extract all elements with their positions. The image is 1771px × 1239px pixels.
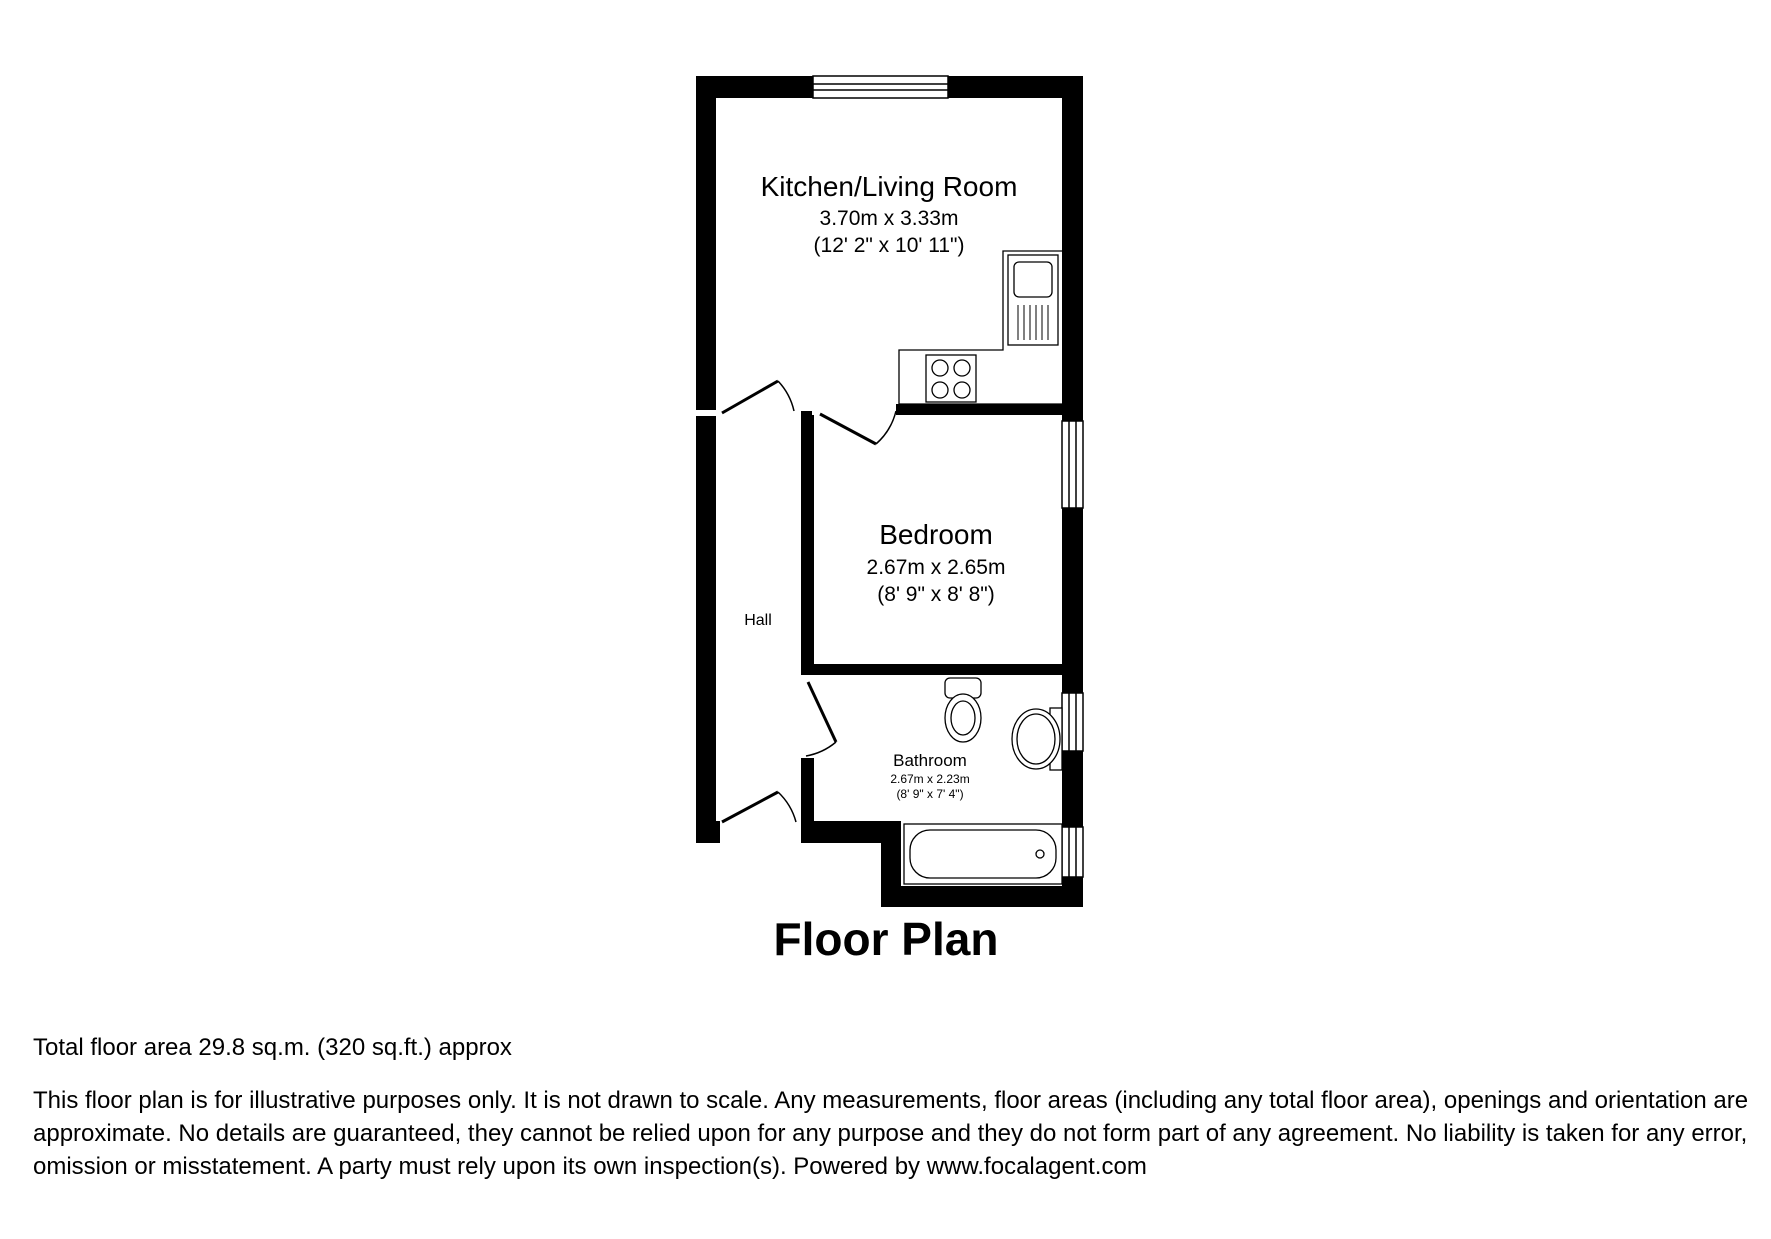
- room-imperial-kitchen: (12' 2" x 10' 11"): [813, 234, 965, 257]
- wall-bedroom-bathroom: [801, 664, 1066, 675]
- room-name-bathroom: Bathroom: [893, 751, 967, 770]
- wall-left-lower: [696, 416, 716, 824]
- wall-bottom-right: [881, 886, 1083, 907]
- room-imperial-bathroom: (8' 9" x 7' 4"): [896, 787, 964, 801]
- total-floor-area: Total floor area 29.8 sq.m. (320 sq.ft.) approx: [33, 1034, 512, 1061]
- wall-notch-top: [804, 821, 901, 843]
- window-bathroom-upper: [1062, 693, 1083, 751]
- basin: [1012, 708, 1062, 770]
- window-kitchen-top: [813, 76, 948, 98]
- door-bedroom: [820, 411, 896, 444]
- wall-hall-bathroom-lower: [801, 758, 814, 824]
- door-hall-kitchen: [722, 381, 794, 413]
- kitchen-units: [899, 251, 1062, 404]
- toilet: [945, 678, 981, 742]
- room-name-bedroom: Bedroom: [879, 519, 993, 550]
- room-metric-kitchen: 3.70m x 3.33m: [819, 207, 959, 230]
- wall-hall-bedroom: [801, 411, 814, 669]
- room-imperial-bedroom: (8' 9" x 8' 8"): [877, 583, 995, 606]
- wall-left-upper: [696, 76, 716, 410]
- disclaimer-text: This floor plan is for illustrative purposes only. It is not drawn to scale. Any measurements, floor areas (including any total floor area), openings and orientation are approximate. No details are guaranteed, they cannot be relied upon for any purpose and they do not form part of any agreement. No liability is taken for any error, omission or misstatement. A party must rely upon its own inspection(s). Powered by www.focalagent.com: [33, 1087, 1749, 1180]
- room-name-kitchen: Kitchen/Living Room: [760, 171, 1018, 202]
- plan-title: Floor Plan: [773, 913, 999, 965]
- window-bathroom-lower: [1062, 827, 1083, 877]
- bath: [904, 824, 1062, 884]
- wall-kitchen-bedroom: [896, 404, 1066, 415]
- door-entrance: [722, 792, 796, 822]
- room-metric-bathroom: 2.67m x 2.23m: [890, 772, 970, 786]
- room-metric-bedroom: 2.67m x 2.65m: [866, 556, 1006, 579]
- room-name-hall: Hall: [744, 612, 772, 629]
- window-bedroom: [1062, 421, 1083, 508]
